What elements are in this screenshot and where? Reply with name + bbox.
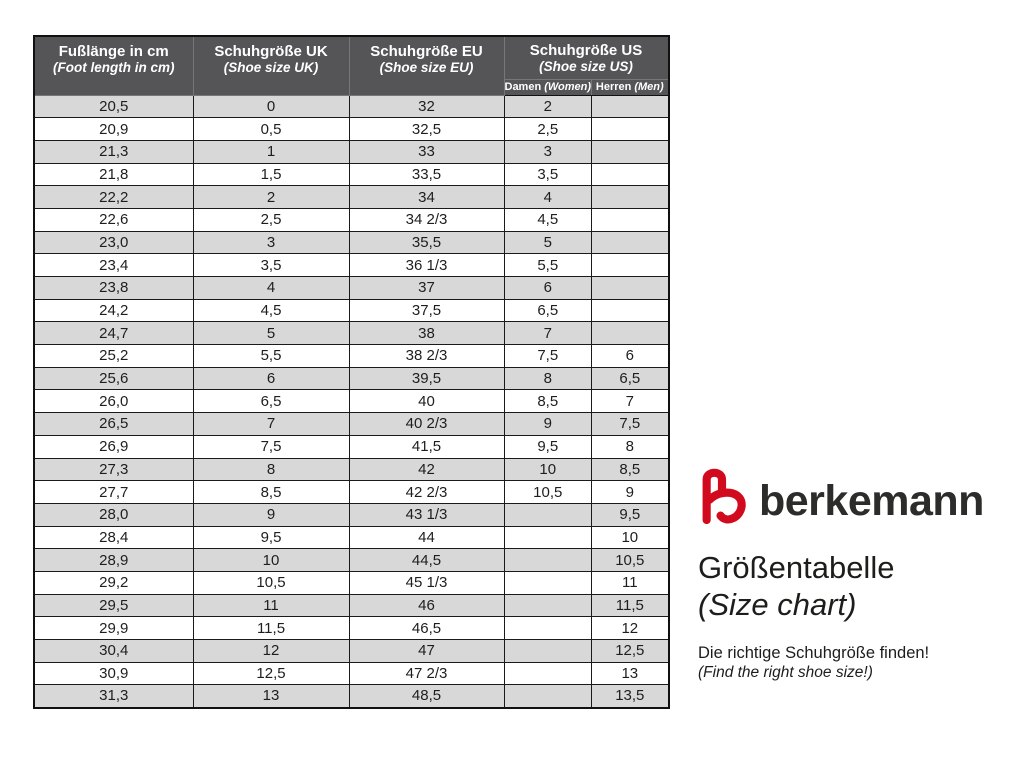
table-cell: 33: [349, 140, 504, 163]
table-row: [34, 549, 669, 572]
header-us: [504, 36, 669, 79]
table-cell: 40 2/3: [349, 413, 504, 436]
table-cell: 26,9: [34, 435, 193, 458]
table-row: [34, 662, 669, 685]
table-cell: 8,5: [193, 481, 349, 504]
table-row: [34, 413, 669, 436]
header-us-de: Schuhgröße US: [529, 41, 643, 59]
header-us-women-en: (Women): [544, 80, 592, 93]
table-cell: [504, 685, 592, 708]
table-cell: 8,5: [592, 458, 669, 481]
table-cell: 27,7: [34, 481, 193, 504]
table-cell: 21,3: [34, 140, 193, 163]
table-cell: 46,5: [349, 617, 504, 640]
table-cell: 22,6: [34, 208, 193, 231]
table-cell: 9,5: [504, 435, 592, 458]
table-cell: [592, 254, 669, 277]
table-cell: 42 2/3: [349, 481, 504, 504]
table-cell: 8: [193, 458, 349, 481]
table-cell: 4,5: [193, 299, 349, 322]
table-cell: 21,8: [34, 163, 193, 186]
table-row: [34, 118, 669, 141]
table-cell: [504, 526, 592, 549]
table-cell: 4: [193, 277, 349, 300]
berkemann-logo-icon: [698, 466, 746, 524]
table-cell: 13: [592, 662, 669, 685]
header-eu-de: Schuhgröße EU: [370, 43, 483, 61]
table-cell: [504, 594, 592, 617]
table-cell: 0: [193, 95, 349, 118]
table-cell: [504, 549, 592, 572]
table-cell: 6: [193, 367, 349, 390]
table-cell: [504, 571, 592, 594]
table-header: [34, 36, 669, 95]
table-cell: 7,5: [193, 435, 349, 458]
header-foot-length: [34, 36, 193, 95]
table-cell: [504, 662, 592, 685]
header-uk-en: (Shoe size UK): [223, 60, 319, 76]
table-cell: [504, 640, 592, 663]
table-cell: 3,5: [193, 254, 349, 277]
table-cell: 25,6: [34, 367, 193, 390]
table-cell: 33,5: [349, 163, 504, 186]
table-cell: 42: [349, 458, 504, 481]
header-row-main: [34, 36, 669, 79]
header-foot-length-en: (Foot length in cm): [53, 60, 175, 76]
table-cell: [592, 231, 669, 254]
table-cell: 10: [193, 549, 349, 572]
table-cell: 7,5: [592, 413, 669, 436]
table-row: [34, 571, 669, 594]
table-row: [34, 208, 669, 231]
table-cell: 9,5: [592, 503, 669, 526]
table-cell: [592, 322, 669, 345]
table-cell: 6,5: [504, 299, 592, 322]
table-row: [34, 503, 669, 526]
table-cell: [592, 163, 669, 186]
table-cell: 43 1/3: [349, 503, 504, 526]
table-cell: 10,5: [193, 571, 349, 594]
table-cell: 38 2/3: [349, 345, 504, 368]
table-cell: 12: [592, 617, 669, 640]
table-cell: [592, 118, 669, 141]
table-cell: 12,5: [592, 640, 669, 663]
table-cell: 8: [592, 435, 669, 458]
table-cell: 10: [592, 526, 669, 549]
table-cell: 23,0: [34, 231, 193, 254]
table-cell: 5: [193, 322, 349, 345]
table-cell: 2: [193, 186, 349, 209]
table-row: [34, 345, 669, 368]
header-us-en: (Shoe size US): [539, 58, 633, 74]
header-us-men-en: (Men): [634, 80, 664, 93]
table-cell: 30,9: [34, 662, 193, 685]
table-cell: 1: [193, 140, 349, 163]
table-cell: [592, 140, 669, 163]
table-cell: 13,5: [592, 685, 669, 708]
table-cell: 28,4: [34, 526, 193, 549]
table-cell: 28,9: [34, 549, 193, 572]
table-cell: 9: [504, 413, 592, 436]
table-cell: 5,5: [193, 345, 349, 368]
table-cell: 31,3: [34, 685, 193, 708]
table-cell: 7,5: [504, 345, 592, 368]
table-row: [34, 299, 669, 322]
table-cell: 29,2: [34, 571, 193, 594]
table-cell: 40: [349, 390, 504, 413]
table-row: [34, 367, 669, 390]
table-cell: 46: [349, 594, 504, 617]
table-body: [34, 95, 669, 708]
tagline-translation: (Find the right shoe size!): [698, 664, 873, 681]
table-cell: 29,5: [34, 594, 193, 617]
table-cell: 6: [504, 277, 592, 300]
table-cell: 6,5: [193, 390, 349, 413]
table-cell: 6: [592, 345, 669, 368]
table-cell: 5,5: [504, 254, 592, 277]
table-row: [34, 254, 669, 277]
header-uk-de: Schuhgröße UK: [214, 43, 328, 61]
table-cell: 36 1/3: [349, 254, 504, 277]
table-cell: 39,5: [349, 367, 504, 390]
header-us-women: [504, 79, 592, 95]
table-cell: 37: [349, 277, 504, 300]
table-row: [34, 390, 669, 413]
table-row: [34, 277, 669, 300]
table-cell: 27,3: [34, 458, 193, 481]
table-row: [34, 163, 669, 186]
table-cell: 24,7: [34, 322, 193, 345]
table-cell: 6,5: [592, 367, 669, 390]
table-cell: 34 2/3: [349, 208, 504, 231]
table-cell: 8: [504, 367, 592, 390]
table-cell: [592, 186, 669, 209]
table-cell: 34: [349, 186, 504, 209]
table-cell: 9: [193, 503, 349, 526]
table-cell: 23,8: [34, 277, 193, 300]
table-cell: 10,5: [504, 481, 592, 504]
table-cell: 2: [504, 95, 592, 118]
header-eu: [349, 36, 504, 95]
table-cell: 5: [504, 231, 592, 254]
table-cell: 3: [504, 140, 592, 163]
table-cell: 11,5: [193, 617, 349, 640]
table-cell: 9: [592, 481, 669, 504]
table-cell: 10: [504, 458, 592, 481]
table-row: [34, 640, 669, 663]
table-cell: 4: [504, 186, 592, 209]
table-cell: 26,5: [34, 413, 193, 436]
brand-block: [698, 466, 998, 682]
table-cell: [504, 617, 592, 640]
header-foot-length-de: Fußlänge in cm: [58, 43, 169, 61]
table-row: [34, 617, 669, 640]
table-cell: 48,5: [349, 685, 504, 708]
table-cell: 30,4: [34, 640, 193, 663]
table-cell: [592, 208, 669, 231]
table-cell: 44: [349, 526, 504, 549]
table-cell: 7: [592, 390, 669, 413]
table-cell: 0,5: [193, 118, 349, 141]
table-row: [34, 231, 669, 254]
table-cell: 10,5: [592, 549, 669, 572]
header-uk: [193, 36, 349, 95]
table-cell: 29,9: [34, 617, 193, 640]
header-us-men-de: Herren: [595, 80, 632, 93]
table-cell: 24,2: [34, 299, 193, 322]
brand-row: [698, 466, 998, 524]
table-cell: 26,0: [34, 390, 193, 413]
table-row: [34, 458, 669, 481]
table-cell: 20,9: [34, 118, 193, 141]
table-cell: 7: [504, 322, 592, 345]
table-cell: 20,5: [34, 95, 193, 118]
table-cell: [592, 299, 669, 322]
table-cell: 41,5: [349, 435, 504, 458]
table-cell: [592, 277, 669, 300]
table-row: [34, 186, 669, 209]
table-cell: 3: [193, 231, 349, 254]
table-row: [34, 685, 669, 708]
table-cell: 44,5: [349, 549, 504, 572]
table-cell: 1,5: [193, 163, 349, 186]
table-cell: 45 1/3: [349, 571, 504, 594]
table-cell: 37,5: [349, 299, 504, 322]
size-conversion-table: [33, 35, 670, 709]
size-table-container: [33, 35, 670, 709]
table-row: [34, 322, 669, 345]
header-us-men: [592, 79, 669, 95]
table-cell: 8,5: [504, 390, 592, 413]
table-cell: [504, 503, 592, 526]
table-cell: 28,0: [34, 503, 193, 526]
tagline: Die richtige Schuhgröße finden!: [698, 644, 930, 662]
table-cell: 47 2/3: [349, 662, 504, 685]
table-cell: 2,5: [504, 118, 592, 141]
table-cell: 32,5: [349, 118, 504, 141]
table-cell: 9,5: [193, 526, 349, 549]
table-cell: 3,5: [504, 163, 592, 186]
table-cell: 2,5: [193, 208, 349, 231]
table-cell: 11,5: [592, 594, 669, 617]
table-cell: 12: [193, 640, 349, 663]
table-cell: 23,4: [34, 254, 193, 277]
page-title-translation: (Size chart): [698, 587, 857, 622]
table-row: [34, 95, 669, 118]
header-eu-en: (Shoe size EU): [379, 60, 474, 76]
page-title: Größentabelle: [698, 550, 895, 585]
table-cell: 13: [193, 685, 349, 708]
table-row: [34, 594, 669, 617]
table-cell: 11: [193, 594, 349, 617]
table-cell: 7: [193, 413, 349, 436]
table-row: [34, 140, 669, 163]
table-cell: 12,5: [193, 662, 349, 685]
table-cell: 11: [592, 571, 669, 594]
table-cell: 32: [349, 95, 504, 118]
header-us-women-de: Damen: [504, 80, 542, 93]
brand-wordmark: berkemann: [759, 477, 984, 526]
table-cell: 47: [349, 640, 504, 663]
table-cell: 4,5: [504, 208, 592, 231]
table-row: [34, 526, 669, 549]
table-row: [34, 481, 669, 504]
table-cell: 35,5: [349, 231, 504, 254]
table-cell: 38: [349, 322, 504, 345]
table-row: [34, 435, 669, 458]
table-cell: 22,2: [34, 186, 193, 209]
table-cell: [592, 95, 669, 118]
table-cell: 25,2: [34, 345, 193, 368]
